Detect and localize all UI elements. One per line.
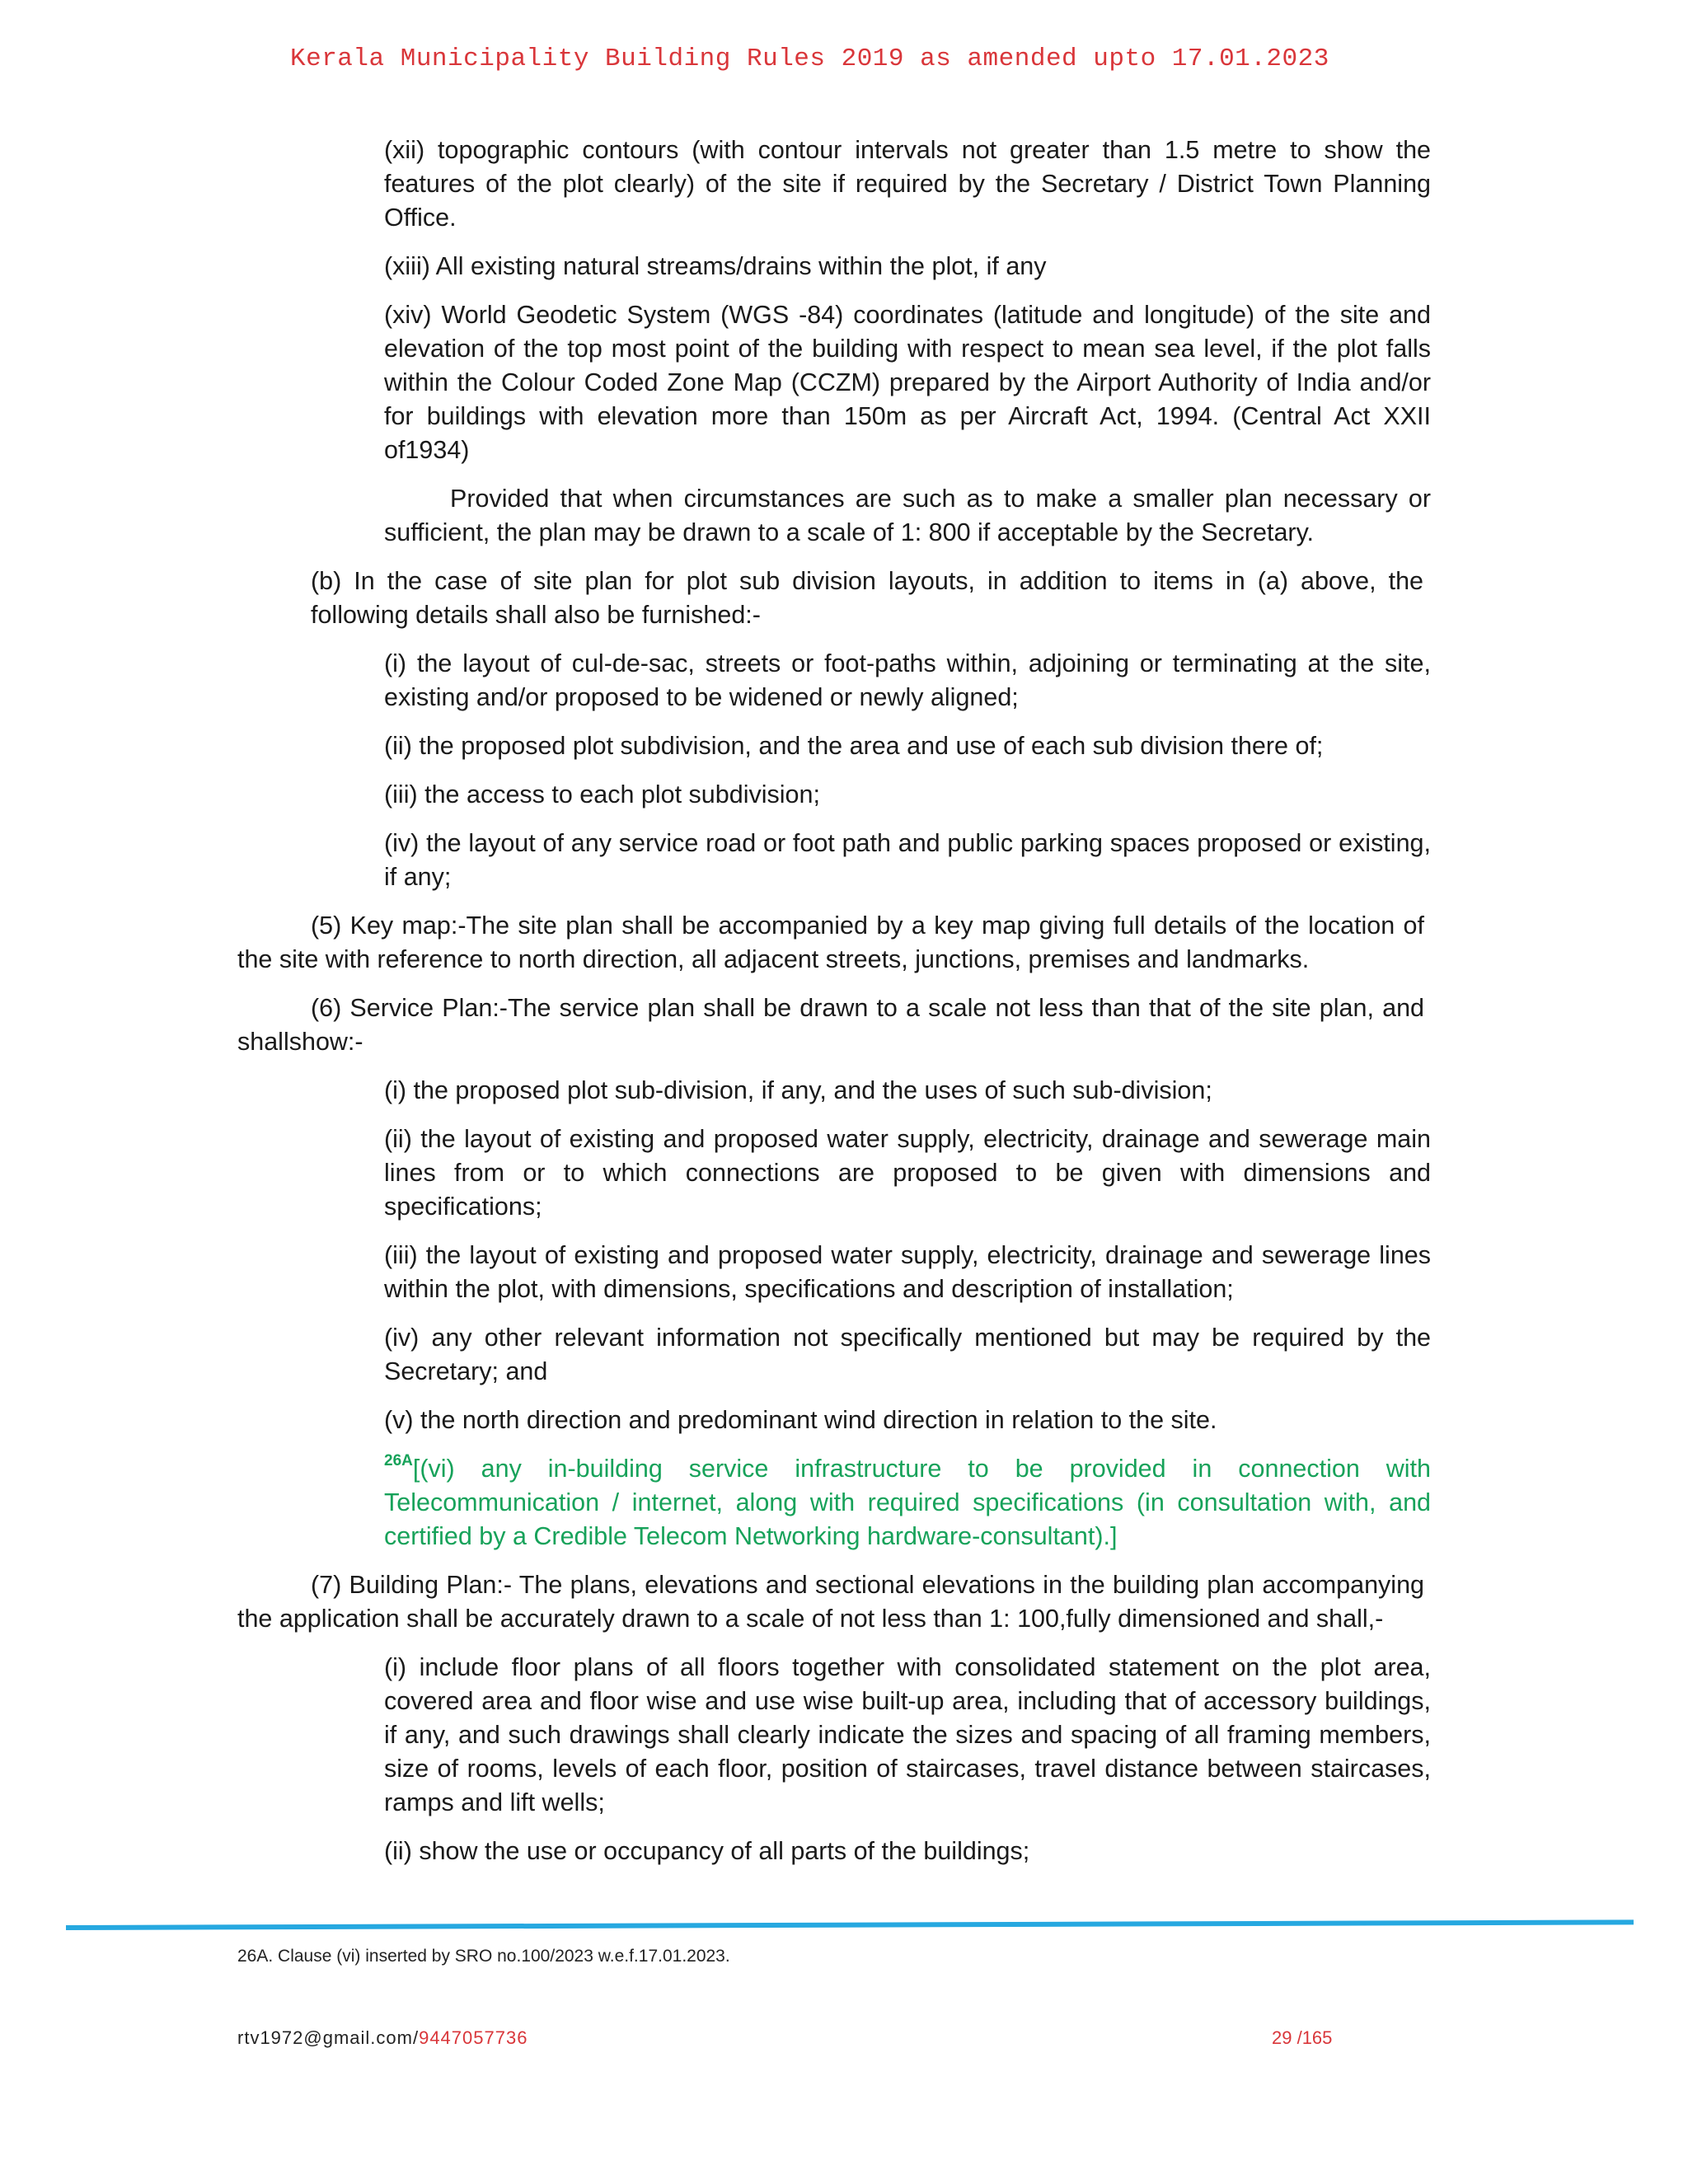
clause-xii: (xii) topographic contours (with contour intervals not greater than 1.5 metre to show the features of the plot clearly) of the site if required by the Secretary / District Town Planning Office.: [384, 136, 1431, 232]
clause-6-v: (v) the north direction and predominant wind direction in relation to the site.: [384, 1406, 1217, 1434]
rule-7-building-plan: (7) Building Plan:- The plans, elevations and sectional elevations in the building plan accompanying the application shall be accurately drawn to a scale of not less than 1: 100,fully dimensioned and shall,-: [237, 1571, 1424, 1633]
clause-b-i: (i) the layout of cul-de-sac, streets or foot-paths within, adjoining or terminating at the site, existing and/or proposed to be widened or newly aligned;: [384, 649, 1431, 711]
clause-7-ii: (ii) show the use or occupancy of all parts of the buildings;: [384, 1837, 1030, 1865]
clause-7-i: (i) include floor plans of all floors together with consolidated statement on the plot area, covered area and floor wise and use wise built-up area, including that of accessory buildings, if any, and such drawings shall clearly indicate the sizes and spacing of all framing members, size of rooms, levels of each floor, position of staircases, travel distance between staircases, ramps and lift wells;: [384, 1653, 1431, 1816]
rule-6-service-plan: (6) Service Plan:-The service plan shall be drawn to a scale not less than that of the site plan, and shallshow:-: [237, 994, 1424, 1056]
clause-6-ii: (ii) the layout of existing and proposed water supply, electricity, drainage and sewerage main lines from or to which connections are proposed to be given with dimensions and specifications;: [384, 1125, 1431, 1221]
clause-xiii: (xiii) All existing natural streams/drains within the plot, if any: [384, 252, 1047, 280]
footnote: 26A. Clause (vi) inserted by SRO no.100/2023 w.e.f.17.01.2023.: [237, 1947, 730, 1966]
page-number: 29 /165: [1272, 2027, 1333, 2048]
footer-phone: 9447057736: [419, 2027, 528, 2048]
footnote-divider: [66, 1919, 1634, 1930]
clause-b-iv: (iv) the layout of any service road or foot path and public parking spaces proposed or existing, if any;: [384, 829, 1431, 891]
subrule-b: (b) In the case of site plan for plot sub division layouts, in addition to items in (a) above, the following details shall also be furnished:-: [311, 567, 1423, 629]
clause-6-iv: (iv) any other relevant information not specifically mentioned but may be required by the Secretary; and: [384, 1324, 1431, 1385]
proviso: Provided that when circumstances are such as to make a smaller plan necessary or sufficient, the plan may be drawn to a scale of 1: 800 if acceptable by the Secretary.: [384, 485, 1431, 546]
page-header: Kerala Municipality Building Rules 2019 as amended upto 17.01.2023: [290, 45, 1329, 73]
clause-6-iii: (iii) the layout of existing and proposed water supply, electricity, drainage and sewerage lines within the plot, with dimensions, specifications and description of installation;: [384, 1241, 1431, 1303]
clause-6-i: (i) the proposed plot sub-division, if any, and the uses of such sub-division;: [384, 1076, 1212, 1104]
clause-6-vi-amended: [384, 1452, 1431, 1554]
amended-clause-text: [(vi) any in-building service infrastructure to be provided in connection with Telecommunication / internet, along with required specifications (in consultation with, and certified by a Credible Telecom Networking hardware-consultant).]: [384, 1455, 1431, 1550]
clause-b-ii: (ii) the proposed plot subdivision, and the area and use of each sub division there of;: [384, 732, 1324, 760]
clause-b-iii: (iii) the access to each plot subdivision;: [384, 780, 820, 808]
clause-xiv: (xiv) World Geodetic System (WGS -84) coordinates (latitude and longitude) of the site and elevation of the top most point of the building with respect to mean sea level, if the plot falls within the Colour Coded Zone Map (CCZM) prepared by the Airport Authority of India and/or for buildings with elevation more than 150m as per Aircraft Act, 1994. (Central Act XXII of1934): [384, 301, 1431, 464]
footnote-marker: 26A: [384, 1452, 413, 1469]
footer-email: rtv1972@gmail.com/: [237, 2027, 420, 2048]
rule-5-key-map: (5) Key map:-The site plan shall be accompanied by a key map giving full details of the location of the site with reference to north direction, all adjacent streets, junctions, premises and landmarks.: [237, 912, 1424, 973]
footer-contact: [237, 2027, 528, 2049]
document-body: [0, 134, 1688, 1883]
